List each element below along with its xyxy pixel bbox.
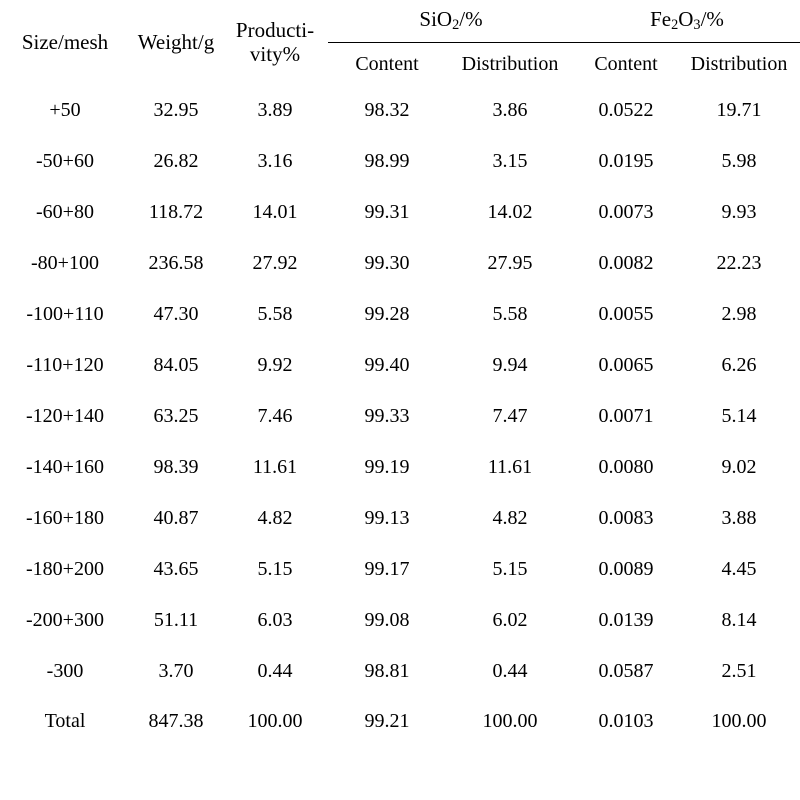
cell-sio2-distribution: 27.95 bbox=[487, 252, 533, 274]
cell-weight: 3.70 bbox=[158, 660, 194, 682]
cell-fe2o3-content: 0.0055 bbox=[598, 303, 654, 325]
cell-weight: 40.87 bbox=[153, 507, 199, 529]
table-total-row bbox=[0, 697, 800, 745]
cell-size: -50+60 bbox=[36, 150, 94, 172]
cell-fe2o3-distribution: 8.14 bbox=[721, 609, 757, 631]
cell-fe2o3-content: 0.0082 bbox=[598, 252, 654, 274]
cell-fe2o3-distribution-total: 100.00 bbox=[711, 709, 767, 732]
table-row bbox=[0, 493, 800, 544]
cell-sio2-distribution: 0.44 bbox=[492, 660, 528, 682]
table-row bbox=[0, 442, 800, 493]
cell-productivity: 14.01 bbox=[252, 201, 298, 223]
header-size: Size/mesh bbox=[21, 30, 109, 54]
table-row bbox=[0, 340, 800, 391]
cell-fe2o3-content: 0.0065 bbox=[598, 354, 654, 376]
cell-sio2-content: 99.19 bbox=[364, 456, 410, 478]
cell-fe2o3-content: 0.0089 bbox=[598, 558, 654, 580]
cell-sio2-distribution: 3.86 bbox=[492, 99, 528, 121]
cell-sio2-content: 99.17 bbox=[364, 558, 410, 580]
cell-fe2o3-content: 0.0195 bbox=[598, 150, 654, 172]
cell-sio2-distribution: 14.02 bbox=[487, 201, 533, 223]
cell-fe2o3-content: 0.0071 bbox=[598, 405, 654, 427]
cell-sio2-distribution: 7.47 bbox=[492, 405, 528, 427]
cell-size: -300 bbox=[46, 660, 84, 682]
cell-sio2-content: 99.31 bbox=[364, 201, 410, 223]
cell-fe2o3-distribution: 3.88 bbox=[721, 507, 757, 529]
header-group-fe2o3 bbox=[574, 0, 800, 43]
cell-size: -80+100 bbox=[31, 252, 99, 274]
cell-size: -110+120 bbox=[26, 354, 104, 376]
cell-weight: 98.39 bbox=[153, 456, 199, 478]
cell-sio2-content: 98.32 bbox=[364, 99, 410, 121]
cell-size-total: Total bbox=[44, 709, 86, 732]
header-group-fe2o3-suffix: /% bbox=[700, 7, 724, 32]
cell-weight: 63.25 bbox=[153, 405, 199, 427]
cell-size: -100+110 bbox=[26, 303, 104, 325]
cell-fe2o3-content: 0.0073 bbox=[598, 201, 654, 223]
header-fe2o3-content: Content bbox=[594, 52, 658, 75]
cell-fe2o3-distribution: 2.51 bbox=[721, 660, 757, 682]
cell-weight: 51.11 bbox=[153, 609, 199, 631]
header-group-fe2o3-mid: O bbox=[678, 7, 694, 32]
cell-fe2o3-content: 0.0522 bbox=[598, 99, 654, 121]
header-weight: Weight/g bbox=[137, 30, 215, 54]
cell-weight: 26.82 bbox=[153, 150, 199, 172]
cell-fe2o3-distribution: 9.93 bbox=[721, 201, 757, 223]
header-group-sio2-suffix: /% bbox=[459, 7, 483, 32]
table-row bbox=[0, 391, 800, 442]
table-row bbox=[0, 187, 800, 238]
cell-size: -140+160 bbox=[26, 456, 104, 478]
cell-productivity: 5.15 bbox=[257, 558, 293, 580]
cell-sio2-content: 98.81 bbox=[364, 660, 410, 682]
cell-weight: 43.65 bbox=[153, 558, 199, 580]
cell-fe2o3-content: 0.0080 bbox=[598, 456, 654, 478]
table-row bbox=[0, 544, 800, 595]
cell-fe2o3-distribution: 19.71 bbox=[716, 99, 762, 121]
table-row bbox=[0, 595, 800, 646]
table-row bbox=[0, 85, 800, 136]
header-sio2-content: Content bbox=[355, 52, 419, 75]
cell-weight-total: 847.38 bbox=[148, 709, 204, 732]
cell-productivity: 11.61 bbox=[252, 456, 298, 478]
table-row bbox=[0, 289, 800, 340]
cell-sio2-distribution: 6.02 bbox=[492, 609, 528, 631]
cell-weight: 118.72 bbox=[148, 201, 204, 223]
cell-sio2-content: 99.40 bbox=[364, 354, 410, 376]
cell-productivity: 3.16 bbox=[257, 150, 293, 172]
header-group-sio2 bbox=[328, 0, 574, 43]
cell-weight: 32.95 bbox=[153, 99, 199, 121]
cell-productivity: 6.03 bbox=[257, 609, 293, 631]
cell-productivity: 0.44 bbox=[257, 660, 293, 682]
header-group-fe2o3-prefix: Fe bbox=[650, 7, 672, 32]
cell-size: -120+140 bbox=[26, 405, 104, 427]
cell-size: -160+180 bbox=[26, 507, 104, 529]
cell-productivity: 9.92 bbox=[257, 354, 293, 376]
cell-sio2-content: 99.33 bbox=[364, 405, 410, 427]
cell-sio2-distribution: 5.58 bbox=[492, 303, 528, 325]
cell-sio2-distribution: 4.82 bbox=[492, 507, 528, 529]
cell-fe2o3-distribution: 22.23 bbox=[716, 252, 762, 274]
cell-size: -180+200 bbox=[26, 558, 104, 580]
cell-sio2-content: 98.99 bbox=[364, 150, 410, 172]
header-group-fe2o3-sub2: 3 bbox=[693, 17, 701, 34]
cell-sio2-content-total: 99.21 bbox=[364, 709, 410, 732]
cell-productivity: 27.92 bbox=[252, 252, 298, 274]
cell-size: -200+300 bbox=[26, 609, 104, 631]
header-productivity-line1: Producti- bbox=[235, 17, 315, 42]
header-group-sio2-prefix: SiO bbox=[419, 7, 453, 32]
cell-fe2o3-distribution: 9.02 bbox=[721, 456, 757, 478]
header-productivity bbox=[222, 0, 328, 85]
cell-sio2-content: 99.08 bbox=[364, 609, 410, 631]
cell-fe2o3-distribution: 5.98 bbox=[721, 150, 757, 172]
cell-weight: 47.30 bbox=[153, 303, 199, 325]
cell-fe2o3-content: 0.0139 bbox=[598, 609, 654, 631]
cell-productivity-total: 100.00 bbox=[247, 709, 303, 732]
header-productivity-line2: vity% bbox=[249, 41, 301, 66]
cell-fe2o3-distribution: 6.26 bbox=[721, 354, 757, 376]
cell-productivity: 3.89 bbox=[257, 99, 293, 121]
cell-size: -60+80 bbox=[36, 201, 94, 223]
cell-weight: 236.58 bbox=[148, 252, 204, 274]
cell-fe2o3-content: 0.0083 bbox=[598, 507, 654, 529]
cell-weight: 84.05 bbox=[153, 354, 199, 376]
cell-productivity: 5.58 bbox=[257, 303, 293, 325]
table-row bbox=[0, 238, 800, 289]
table-row bbox=[0, 646, 800, 697]
cell-sio2-distribution: 5.15 bbox=[492, 558, 528, 580]
cell-size: +50 bbox=[49, 99, 81, 121]
cell-sio2-content: 99.13 bbox=[364, 507, 410, 529]
cell-sio2-distribution: 9.94 bbox=[492, 354, 528, 376]
cell-fe2o3-content-total: 0.0103 bbox=[598, 709, 654, 732]
cell-sio2-distribution: 3.15 bbox=[492, 150, 528, 172]
cell-sio2-content: 99.28 bbox=[364, 303, 410, 325]
cell-fe2o3-content: 0.0587 bbox=[598, 660, 654, 682]
cell-sio2-distribution: 11.61 bbox=[487, 456, 533, 478]
header-group-row bbox=[0, 0, 800, 43]
header-fe2o3-distribution: Distribution bbox=[690, 52, 788, 75]
cell-productivity: 4.82 bbox=[257, 507, 293, 529]
cell-fe2o3-distribution: 5.14 bbox=[721, 405, 757, 427]
cell-fe2o3-distribution: 2.98 bbox=[721, 303, 757, 325]
table-row bbox=[0, 136, 800, 187]
header-sio2-distribution: Distribution bbox=[461, 52, 559, 75]
cell-productivity: 7.46 bbox=[257, 405, 293, 427]
cell-fe2o3-distribution: 4.45 bbox=[721, 558, 757, 580]
cell-sio2-content: 99.30 bbox=[364, 252, 410, 274]
header-group-sio2-sub: 2 bbox=[452, 17, 460, 34]
cell-sio2-distribution-total: 100.00 bbox=[482, 709, 538, 732]
header-group-fe2o3-sub1: 2 bbox=[671, 17, 679, 34]
